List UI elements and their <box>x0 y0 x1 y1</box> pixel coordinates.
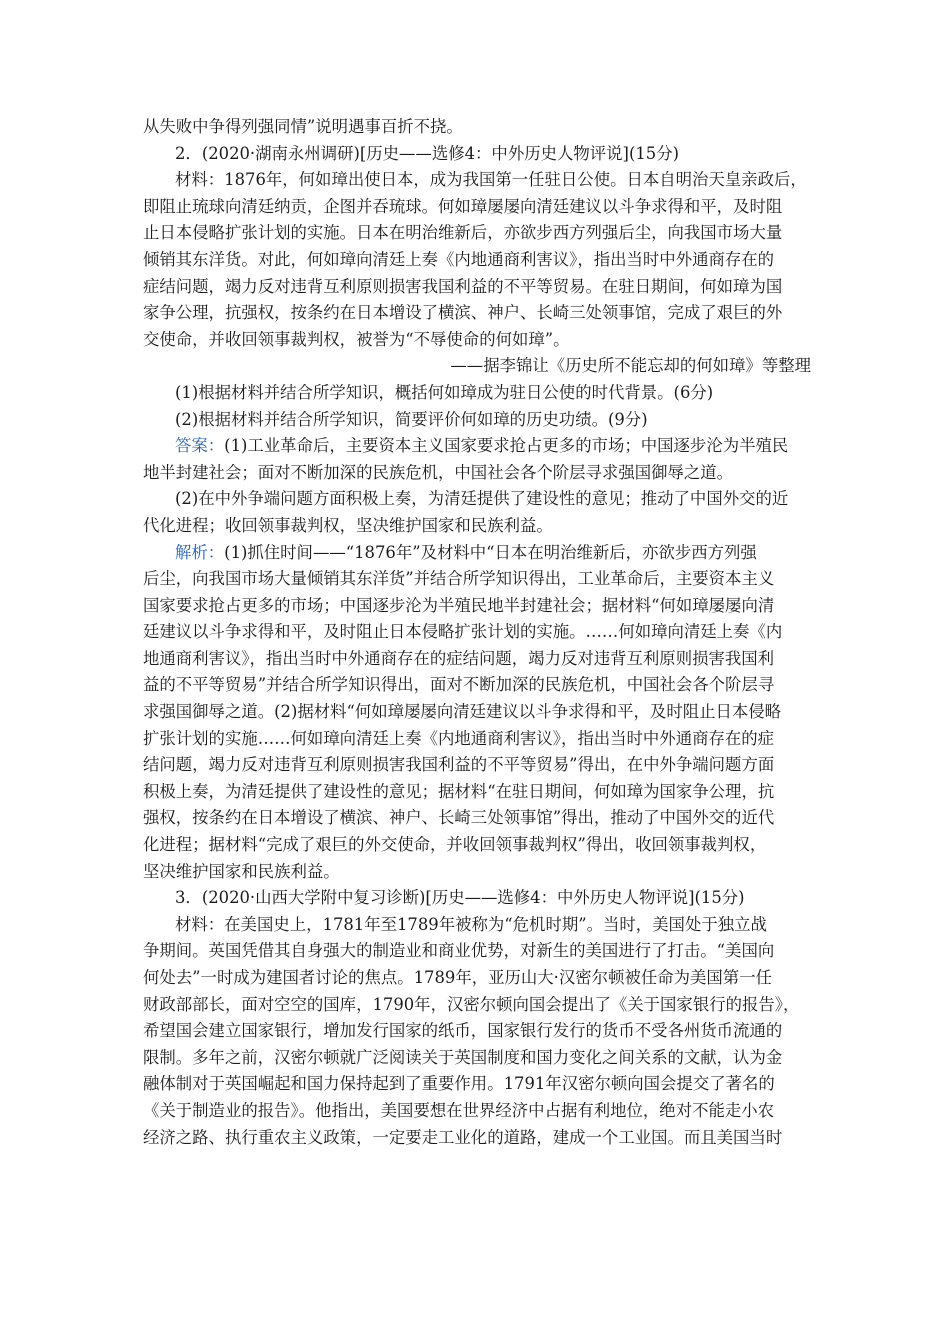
text-line <box>143 566 811 593</box>
text-line <box>143 938 811 965</box>
line-text: (1)根据材料并结合所学知识，概括何如璋成为驻日公使的时代背景。(6分) <box>175 382 714 402</box>
line-text: 家争公理，抗强权，按条约在日本增设了横滨、神户、长崎三处领事馆，完成了艰巨的外 <box>143 303 783 323</box>
line-text: 3．(2020·山西大学附中复习诊断)[历史——选修4：中外历史人物评说](15分) <box>175 888 745 908</box>
answer-label: 解析： <box>175 542 225 562</box>
line-text: 止日本侵略扩张计划的实施。日本在明治维新后，亦欲步西方列强后尘，向我国市场大量 <box>143 223 783 243</box>
line-text: 希望国会建立国家银行，增加发行国家的纸币，国家银行发行的货币不受各州货币流通的 <box>143 1021 783 1041</box>
text-line <box>143 300 811 327</box>
line-text: 化进程；据材料“完成了艰巨的外交使命，并收回领事裁判权”得出，收回领事裁判权， <box>143 835 767 855</box>
text-line <box>143 752 811 779</box>
text-line <box>143 407 811 434</box>
text-line <box>143 699 811 726</box>
line-text: 扩张计划的实施……何如璋向清廷上奏《内地通商利害议》，指出当时中外通商存在的症 <box>143 728 775 748</box>
text-line <box>143 832 811 859</box>
text-line <box>143 486 811 513</box>
text-line <box>143 779 811 806</box>
line-text: 代化进程；收回领事裁判权，坚决维护国家和民族利益。 <box>143 515 553 535</box>
document-body <box>143 114 811 1151</box>
line-text: 材料：1876年，何如璋出使日本，成为我国第一任驻日公使。日本自明治天皇亲政后， <box>175 170 807 190</box>
answer-label: 答案： <box>175 436 225 456</box>
line-text: 融体制对于英国崛起和国力保持起到了重要作用。1791年汉密尔顿向国会提交了著名的 <box>143 1074 775 1094</box>
text-line <box>143 619 811 646</box>
text-line <box>143 433 811 460</box>
line-text: 争期间。英国凭借其自身强大的制造业和商业优势，对新生的美国进行了打击。“美国向 <box>143 941 775 961</box>
text-line <box>143 194 811 221</box>
text-line <box>143 167 811 194</box>
text-line <box>143 1098 811 1125</box>
line-text: (2)在中外争端问题方面积极上奏，为清廷提供了建设性的意见；推动了中国外交的近 <box>175 489 789 509</box>
line-text: 《关于制造业的报告》。他指出，美国要想在世界经济中占据有利地位，绝对不能走小农 <box>143 1100 775 1120</box>
line-text: 廷建议以斗争求得和平，及时阻止日本侵略扩张计划的实施。……何如璋向清廷上奏《内 <box>143 622 783 642</box>
line-text: 求强国御辱之道。(2)据材料“何如璋屡屡向清廷建议以斗争求得和平，及时阻止日本侵略 <box>143 702 782 722</box>
line-text: 材料：在美国史上，1781年至1789年被称为“危机时期”。当时，美国处于独立战 <box>175 914 767 934</box>
line-text: 即阻止琉球向清廷纳贡，企图并吞琉球。何如璋屡屡向清廷建议以斗争求得和平，及时阻 <box>143 196 783 216</box>
line-text: 后尘，向我国市场大量倾销其东洋货”并结合所学知识得出，工业革命后，主要资本主义 <box>143 569 775 589</box>
text-line <box>143 380 811 407</box>
line-text: 交使命，并收回领事裁判权，被誉为“不辱使命的何如璋”。 <box>143 329 570 349</box>
text-line <box>143 912 811 939</box>
text-line <box>143 646 811 673</box>
text-line <box>143 247 811 274</box>
line-text: (1)工业革命后，主要资本主义国家要求抢占更多的市场；中国逐步沦为半殖民 <box>224 436 789 456</box>
line-text: 结问题，竭力反对违背互利原则损害我国利益的不平等贸易”得出，在中外争端问题方面 <box>143 755 775 775</box>
line-text: 强权，按条约在日本增设了横滨、神户、长崎三处领事馆”得出，推动了中国外交的近代 <box>143 808 775 828</box>
text-line <box>143 1018 811 1045</box>
line-text: 积极上奏，为清廷提供了建设性的意见；据材料“在驻日期间，何如璋为国家争公理，抗 <box>143 781 775 801</box>
text-line <box>143 672 811 699</box>
text-line <box>143 274 811 301</box>
line-text: 限制。多年之前，汉密尔顿就广泛阅读关于英国制度和国力变化之间关系的文献，认为金 <box>143 1047 783 1067</box>
line-text: 财政部部长，面对空空的国库，1790年，汉密尔顿向国会提出了《关于国家银行的报告》， <box>143 994 800 1014</box>
line-text: 坚决维护国家和民族利益。 <box>143 861 340 881</box>
line-text: 益的不平等贸易”并结合所学知识得出，面对不断加深的民族危机，中国社会各个阶层寻 <box>143 675 775 695</box>
text-line <box>143 327 811 354</box>
text-line <box>143 593 811 620</box>
line-text: 倾销其东洋货。对此，何如璋向清廷上奏《内地通商利害议》，指出当时中外通商存在的 <box>143 249 775 269</box>
text-line <box>143 540 811 567</box>
line-text: 经济之路、执行重农主义政策，一定要走工业化的道路，建成一个工业国。而且美国当时 <box>143 1127 783 1147</box>
line-text: ——据李锦让《历史所不能忘却的何如璋》等整理 <box>450 356 811 376</box>
text-line <box>143 220 811 247</box>
text-line <box>143 726 811 753</box>
line-text: 何处去”一时成为建国者讨论的焦点。1789年，亚历山大·汉密尔顿被任命为美国第一任 <box>143 968 772 987</box>
line-text: 地通商利害议》，指出当时中外通商存在的症结问题，竭力反对违背互利原则损害我国利 <box>143 648 775 668</box>
line-text: 国家要求抢占更多的市场；中国逐步沦为半殖民地半封建社会；据材料“何如璋屡屡向清 <box>143 595 775 615</box>
text-line <box>143 513 811 540</box>
line-text: 2．(2020·湖南永州调研)[历史——选修4：中外历史人物评说](15分) <box>175 143 679 163</box>
text-line <box>143 965 811 992</box>
text-line <box>143 1045 811 1072</box>
line-text: 从失败中争得列强同情”说明遇事百折不挠。 <box>143 117 463 136</box>
line-text: (1)抓住时间——“1876年”及材料中“日本在明治维新后，亦欲步西方列强 <box>224 542 757 562</box>
text-line <box>143 1071 811 1098</box>
text-line <box>143 992 811 1019</box>
text-line <box>143 859 811 886</box>
text-line <box>143 1125 811 1152</box>
line-text: 症结问题，竭力反对违背互利原则损害我国利益的不平等贸易。在驻日期间，何如璋为国 <box>143 276 783 296</box>
text-line <box>143 885 811 912</box>
line-text: (2)根据材料并结合所学知识，简要评价何如璋的历史功绩。(9分) <box>175 409 648 429</box>
text-line <box>143 114 811 141</box>
text-line <box>143 353 811 380</box>
text-line <box>143 141 811 168</box>
line-text: 地半封建社会；面对不断加深的民族危机，中国社会各个阶层寻求强国御辱之道。 <box>143 462 734 482</box>
text-line <box>143 805 811 832</box>
text-line <box>143 460 811 487</box>
